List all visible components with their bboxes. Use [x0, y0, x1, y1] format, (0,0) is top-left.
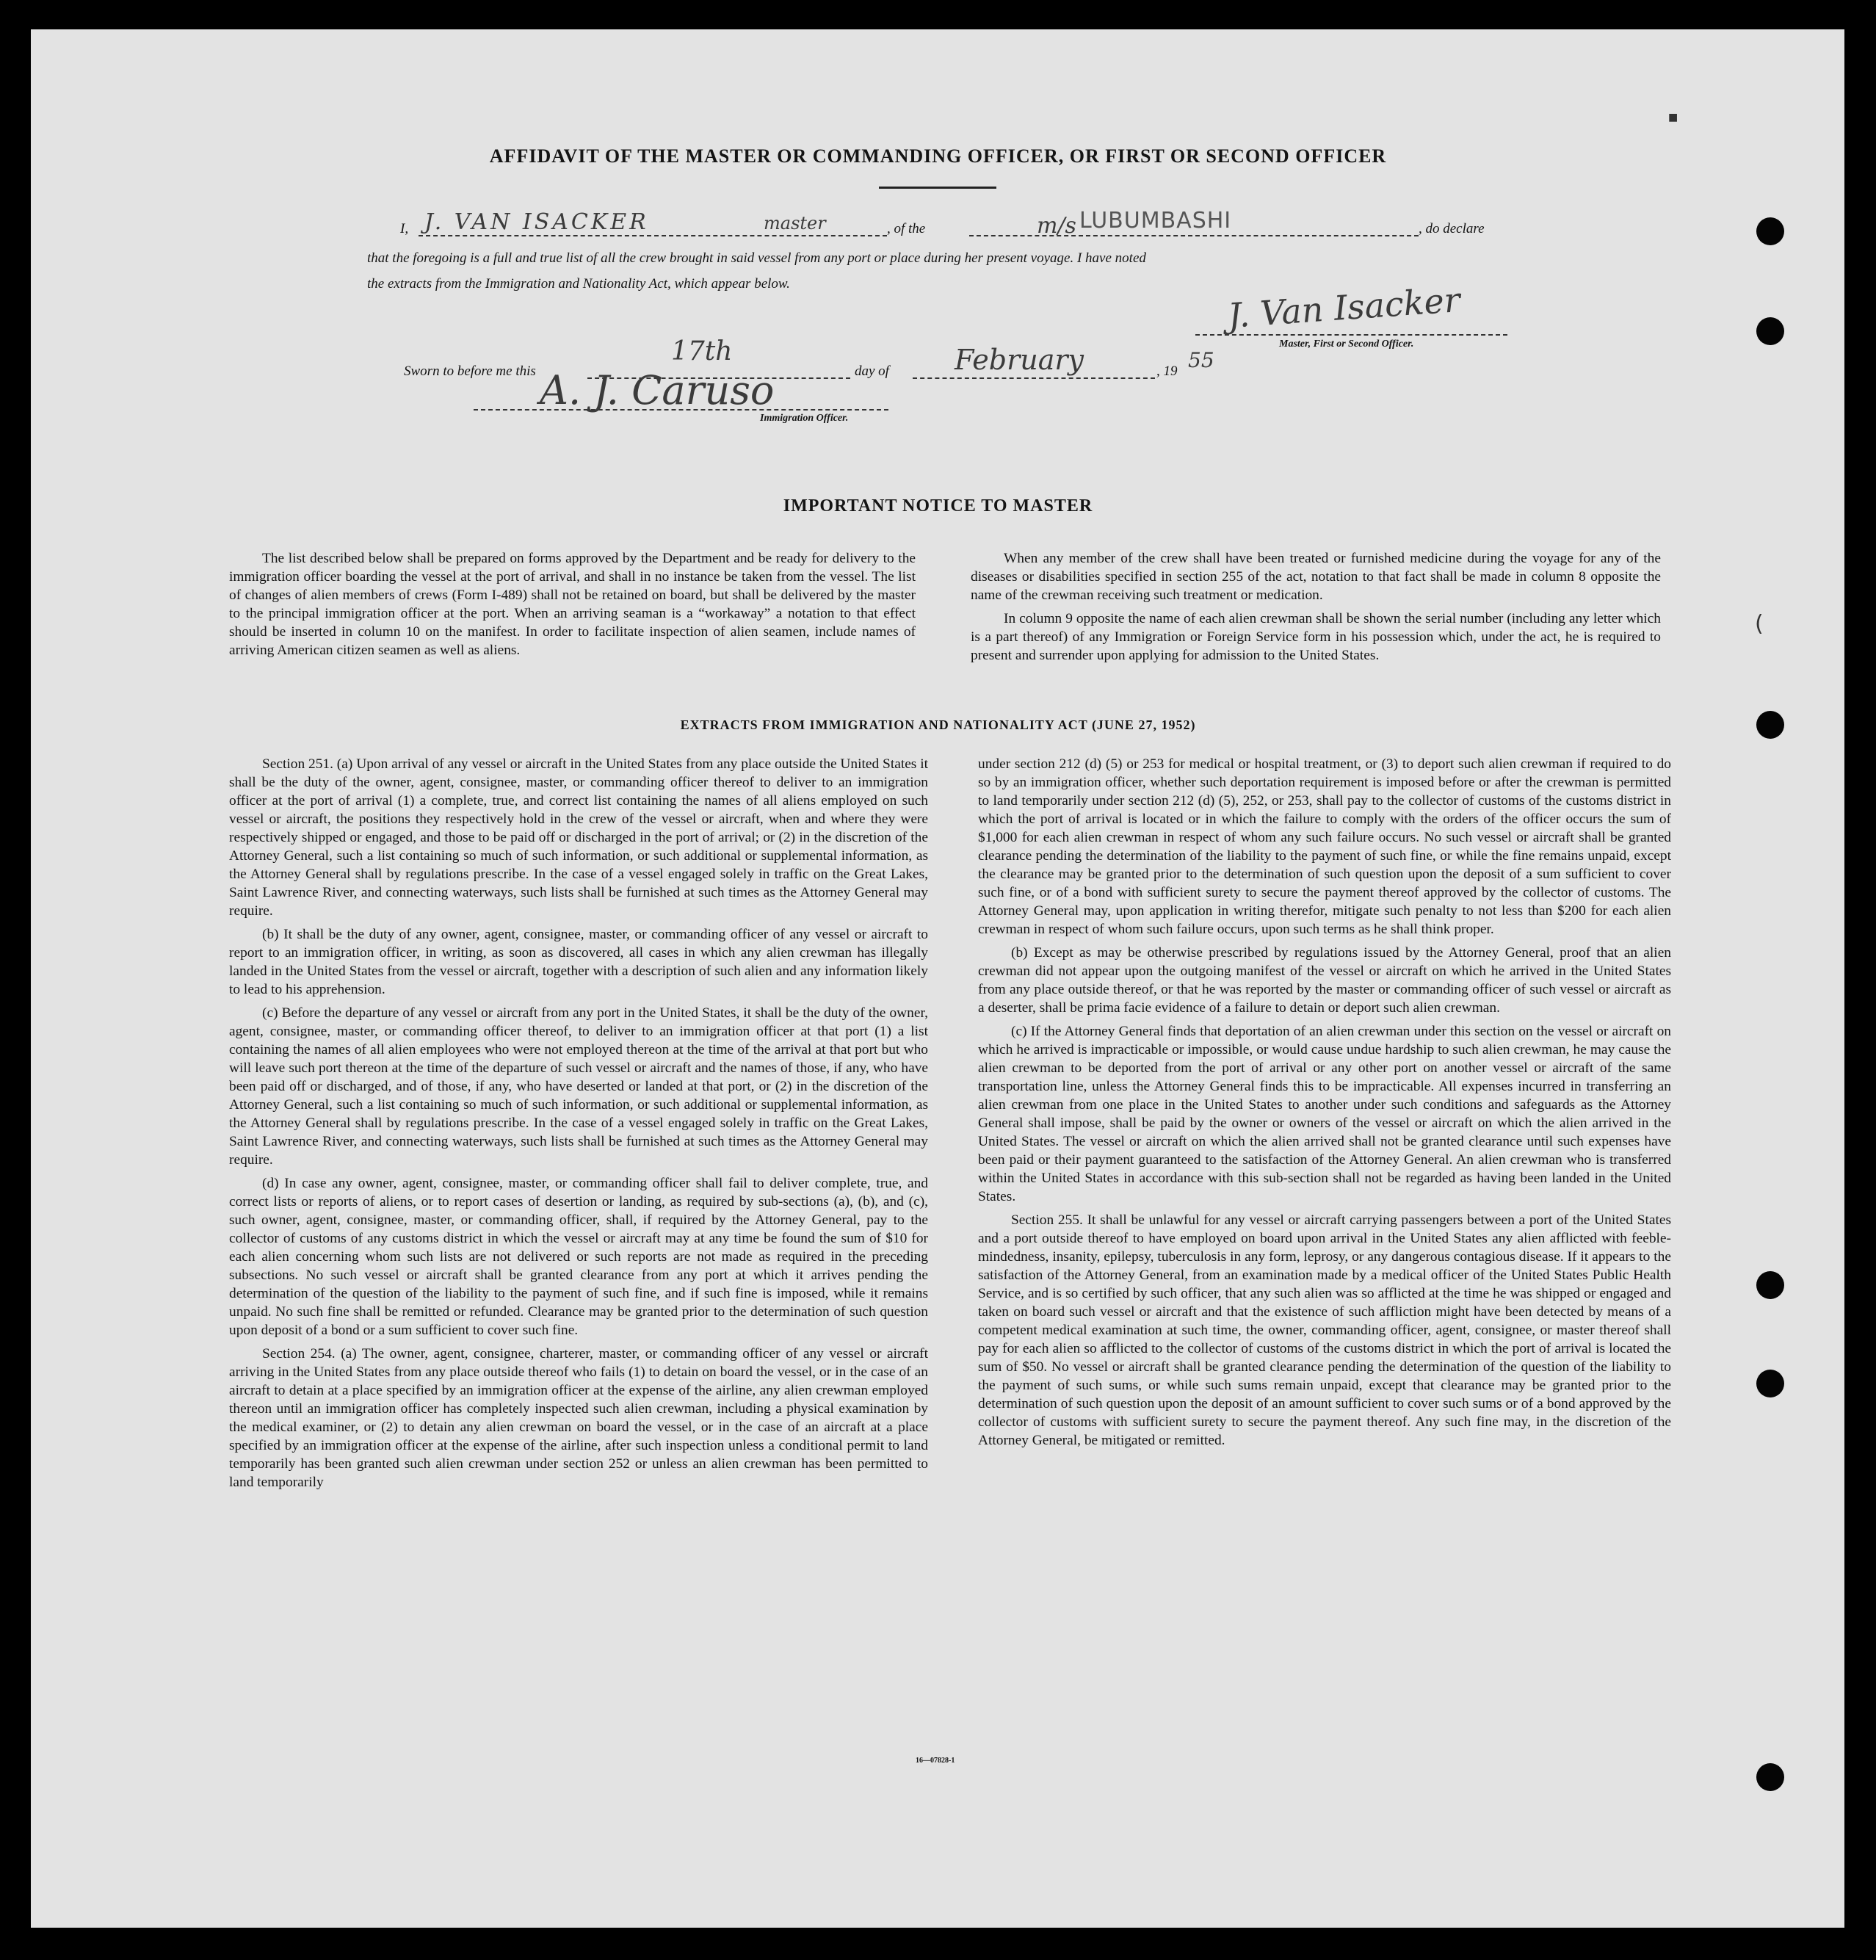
punch-hole	[1756, 1370, 1784, 1397]
notice-title: IMPORTANT NOTICE TO MASTER	[783, 496, 1093, 516]
section-251c: (c) Before the departure of any vessel or aircraft from any port in the United States, it shall be the duty of the owner, agent, consignee, master, or commanding officer thereof, to deliver to an immigration officer at that port (1) a list containing the names of all alien employees who were not employed thereon at the time of the arrival at that port but who will leave such port thereon at the time of the departure of such vessel or aircraft and the names of those, if any, who have been paid off or discharged, and of those, if any, who have deserted or landed at that port, or (2) in the discretion of the Attorney General, such a list containing so much of such information, or such additional or supplemental information, as the Attorney General shall by regulations prescribe. In the case of a vessel engaged solely in traffic on the Great Lakes, Saint Lawrence River, and connecting waterways, such lists shall be furnished at such times as the Attorney General may require.	[229, 1005, 928, 1168]
section-255: Section 255. It shall be unlawful for any vessel or aircraft carrying passengers between a port of the United States and a port outside thereof to have employed on board upon arrival in the United States any alien afflicted with feeble-mindedness, insanity, epilepsy, tuberculosis in any form, leprosy, or any dangerous contagious disease. If it appears to the satisfaction of the Attorney General, from an examination made by a medical officer of the United States Public Health Service, and is so certified by such officer, that any such alien was so afflicted at the time he was shipped or engaged and taken on board such vessel or aircraft and that the existence of such affliction might have been detected by means of a competent medical examination at such time, the owner, commanding officer, agent, consignee, or master thereof shall pay for each alien so afflicted to the collector of customs of the customs district in which the port of arrival is located the sum of $50. No vessel or aircraft shall be granted clearance pending the determination of the question of the liability to the payment of such sums, or while such sums remain unpaid, except that clearance may be granted prior to the determination of such question upon the deposit of an amount sufficient to cover such sums or of a bond approved by the collector of customs with sufficient surety to secure the payment thereof. Any such fine may, in the discretion of the Attorney General, be mitigated or remitted.	[978, 1212, 1671, 1448]
handwritten-vessel-name: LUBUMBASHI	[1079, 208, 1232, 234]
i-label: I,	[400, 221, 409, 236]
punch-hole	[1756, 1763, 1784, 1791]
section-251b: (b) It shall be the duty of any owner, agent, consignee, master, or commanding officer of any vessel or aircraft to report to an immigration officer, in writing, as soon as discovered, all cases in which any alien crewman has illegally landed in the United States from the vessel or aircraft, together with a description of such alien and any information likely to lead to his apprehension.	[229, 927, 928, 997]
form-number: 16—07828-1	[916, 1757, 955, 1765]
notice-left-column	[229, 549, 916, 665]
section-251d: (d) In case any owner, agent, consignee, master, or commanding officer shall fail to deliver complete, true, and correct lists or reports of aliens, or to report cases of desertion or landing, as required by sub-sections (a), (b), and (c), such owner, agent, consignee, master, or commanding officer, shall, if required by the Attorney General, pay to the collector of customs of any customs district in which the vessel or aircraft may at any time be found the sum of $10 for each alien concerning whom such lists are not delivered or such reports are not made as required in the preceding subsections. No such vessel or aircraft shall be granted clearance from any port at which it arrives pending the determination of the question of the liability to the payment of such fine, and if such fine is imposed, while it remains unpaid. No such fine shall be remitted or refunded. Clearance may be granted prior to the determination of such question upon deposit of a bond or a sum sufficient to cover such fine.	[229, 1176, 928, 1338]
master-caption: Master, First or Second Officer.	[1279, 339, 1414, 350]
section-254a-continued: under section 212 (d) (5) or 253 for medical or hospital treatment, or (3) to deport such alien crewman if required to do so by an immigration officer, whether such deportation requirement is imposed before or after the crewman is permitted to land temporarily under section 212 (d) (5), 252, or 253, shall pay to the collector of customs of the customs district in which the port of arrival is located or in which the failure to comply with the orders of the officer occurs the sum of $1,000 for each alien crewman in respect of whom any such failure occurs. No such vessel or aircraft shall be granted clearance pending the determination of the liability to the payment of such fine, or while the fine remains unpaid, except the clearance may be granted prior to the determination of such question upon the deposit of a sum sufficient to cover such fine, or of a bond with sufficient surety to secure the payment thereof approved by the collector of customs. The Attorney General may, upon application in writing therefor, mitigate such penalty to not less than $200 for each alien crewman in respect of whom such failure occurs, upon such terms as he shall think proper.	[978, 756, 1671, 937]
declaration-line-3: the extracts from the Immigration and Nationality Act, which appear below.	[367, 276, 790, 292]
section-254a: Section 254. (a) The owner, agent, consignee, charterer, master, or commanding officer of any vessel or aircraft arriving in the United States from any place outside thereof who fails (1) to detain on board the vessel, or in the case of an aircraft to detain at a place specified by an immigration officer at the expense of the airline, any alien crewman employed thereon until an immigration officer has completely inspected such alien crewman, including a physical examination by the medical examiner, or (2) to detain any alien crewman on board the vessel, or in the case of an aircraft at a place specified by an immigration officer at the expense of the airline, after such inspection unless a conditional permit to land temporarily has been granted such alien crewman under section 252 or unless an alien crewman has been permitted to land temporarily	[229, 1346, 928, 1490]
handwritten-month: February	[955, 344, 1084, 376]
notice-right-column	[971, 549, 1661, 670]
notice-paragraph: The list described below shall be prepared on forms approved by the Department and be ready for delivery to the immigration officer boarding the vessel at the port of arrival, and shall in no instance be taken from the vessel. The list of changes of alien members of crews (Form I-489) shall not be retained on board, but shall be delivered by the master to the principal immigration officer at the port. When an arriving seaman is a “workaway” a notation to that effect should be inserted in column 10 on the manifest. In order to facilitate inspection of alien seamen, include names of arriving American citizen seamen as well as aliens.	[229, 551, 916, 658]
of-the-label: , of the	[887, 221, 926, 236]
scan-mark: ■	[1668, 112, 1678, 123]
punch-hole	[1756, 217, 1784, 245]
declaration-line-2: that the foregoing is a full and true list of all the crew brought in said vessel from any port or place during her present voyage. I have noted	[367, 250, 1146, 266]
section-254c: (c) If the Attorney General finds that deportation of an alien crewman under this section on the vessel or aircraft on which he arrived is impracticable or impossible, or would cause undue hardship to such alien crewman, he may cause the alien crewman to be deported from the port of arrival or any other port on another vessel or aircraft of the same transportation line, unless the Attorney General finds this to be impracticable. All expenses incurred in transferring an alien crewman from one place in the United States to another under such conditions and safeguards as the Attorney General shall impose, shall be paid by the owner or owners of the vessel or aircraft on which the alien arrived in the United States. The vessel or aircraft on which the alien arrived shall not be granted clearance until such expenses have been paid or their payment guaranteed to the satisfaction of the Attorney General. An alien crewman who is transferred within the United States in accordance with this sub-section shall not be regarded as having been landed in the United States.	[978, 1024, 1671, 1204]
handwritten-year: 55	[1188, 348, 1214, 372]
punch-hole	[1756, 1271, 1784, 1299]
section-254b: (b) Except as may be otherwise prescribed by regulations issued by the Attorney General, proof that an alien crewman did not appear upon the outgoing manifest of the vessel or aircraft on which he arrived in the United States from any place outside thereof, or that he was reported by the master or commanding officer of such vessel or aircraft as a deserter, shall be prima facie evidence of a failure to detain or deport such alien crewman.	[978, 945, 1671, 1016]
handwritten-day: 17th	[671, 336, 733, 366]
month-field-line	[913, 377, 1155, 379]
master-signature: J. Van Isacker	[1226, 280, 1462, 336]
day-of-label: day of	[855, 364, 889, 379]
year-label: , 19	[1156, 364, 1178, 379]
officer-signature: A. J. Caruso	[540, 367, 775, 413]
section-251a: Section 251. (a) Upon arrival of any vessel or aircraft in the United States from any place outside the United States it shall be the duty of the owner, agent, consignee, master, or commanding officer thereof to deliver to an immigration officer at the port of arrival (1) a complete, true, and correct list containing the names of all aliens employed on such vessel or aircraft, the positions they respectively hold in the crew of the vessel or aircraft, when and where they were respectively shipped or engaged, and those to be paid off or discharged in the port of arrival; or (2) in the discretion of the Attorney General, such a list containing so much of such information, or such additional or supplemental information, as the Attorney General shall by regulations prescribe. In the case of a vessel engaged solely in traffic on the Great Lakes, Saint Lawrence River, and connecting waterways, such lists shall be furnished at such times as the Attorney General may require.	[229, 756, 928, 919]
notice-paragraph: In column 9 opposite the name of each alien crewman shall be shown the serial number (including any letter which is a part thereof) of any Immigration or Foreign Service form in his possession which, under the act, he is required to present and surrender upon applying for admission to the United States.	[971, 611, 1661, 663]
do-declare-label: , do declare	[1419, 221, 1485, 236]
extracts-right-column	[978, 755, 1671, 1455]
handwritten-name: J. VAN ISACKER	[424, 209, 649, 235]
scan-mark: (	[1755, 611, 1764, 637]
extracts-left-column	[229, 755, 928, 1497]
extracts-title: EXTRACTS FROM IMMIGRATION AND NATIONALITY ACT (JUNE 27, 1952)	[680, 717, 1196, 732]
officer-caption: Immigration Officer.	[760, 413, 849, 424]
handwritten-vessel-prefix: m/s	[1037, 213, 1076, 239]
notice-paragraph: When any member of the crew shall have been treated or furnished medicine during the voyage for any of the diseases or disabilities specified in section 255 of the act, notation to that fact shall be made in column 8 opposite the name of the crewman receiving such treatment or medication.	[971, 551, 1661, 603]
affidavit-title: AFFIDAVIT OF THE MASTER OR COMMANDING OFFICER, OR FIRST OR SECOND OFFICER	[489, 145, 1387, 167]
title-rule	[879, 187, 996, 189]
punch-hole	[1756, 317, 1784, 345]
sworn-label: Sworn to before me this	[404, 364, 536, 379]
handwritten-rank: master	[764, 213, 826, 234]
name-rank-field-line	[419, 235, 887, 236]
